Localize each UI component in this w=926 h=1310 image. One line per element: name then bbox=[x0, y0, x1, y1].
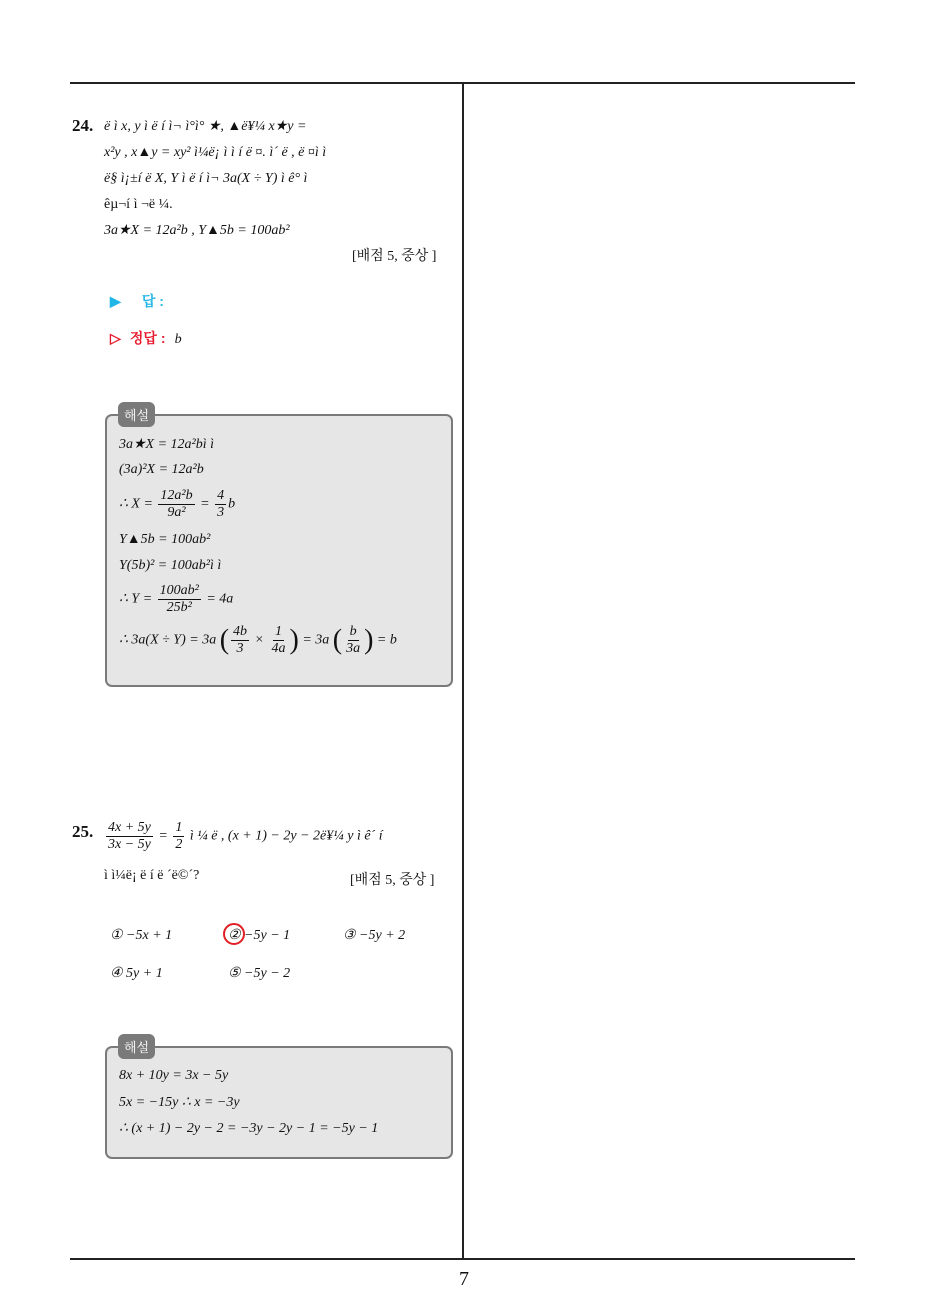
correct-answer-value: b bbox=[174, 332, 182, 347]
answer-label: 답 : bbox=[141, 293, 164, 309]
score-label: [배점 5, 중상 ] bbox=[352, 249, 437, 264]
choice-3[interactable]: ③ −5y + 2 bbox=[343, 928, 406, 943]
correct-answer-label: 정답 : bbox=[129, 330, 166, 346]
solution-box bbox=[105, 1046, 453, 1159]
choice-2[interactable]: ② −5y − 1 bbox=[228, 928, 291, 943]
question-number: 25. bbox=[72, 822, 94, 841]
solution-line: ∴ Y = $\frac{\text{100ab²}}{\text{25b²}}$ = 4a bbox=[119, 583, 234, 615]
choice-5[interactable]: ⑤ −5y − 2 bbox=[228, 966, 291, 981]
choice-1[interactable]: ① −5x + 1 bbox=[110, 928, 173, 943]
solution-tag: 해설 bbox=[118, 402, 155, 427]
solution-line: Y▲5b = 100ab² bbox=[119, 532, 211, 547]
solution-line: Y(5b)² = 100ab²ì ì bbox=[119, 558, 222, 573]
column-divider bbox=[462, 83, 464, 1258]
choice-4[interactable]: ④ 5y + 1 bbox=[110, 966, 163, 981]
play-outline-icon: ▷ bbox=[110, 330, 121, 346]
page-number: 7 bbox=[459, 1268, 469, 1290]
solution-line: (3a)²X = 12a²b bbox=[119, 462, 204, 477]
solution-line: 3a★X = 12a²bì ì bbox=[119, 437, 215, 452]
bottom-rule bbox=[70, 1258, 855, 1260]
selected-circle-icon bbox=[223, 923, 245, 945]
correct-answer-row bbox=[110, 328, 182, 348]
play-filled-icon: ▶ bbox=[110, 293, 121, 309]
question-line-2: ì ì¼ë¡ ë í ë ´ë©´? bbox=[104, 868, 200, 883]
solution-line: 5x = −15y ∴ x = −3y bbox=[119, 1095, 240, 1110]
question-line-2: x²y , x▲y = xy² ì¼ë¡ ì ì í ë ¤. ì´ ë , ë ¤ì ì bbox=[104, 145, 327, 160]
question-number: 24. bbox=[72, 116, 94, 135]
answer-row bbox=[110, 291, 164, 311]
solution-line: 8x + 10y = 3x − 5y bbox=[119, 1068, 229, 1083]
question-line-1: $\frac{4x + 5y}{3x - 5y}$ = $\frac{1}{2}$ ì ¼ ë , (x + 1) − 2y − 2ë¥¼ y ì ê´ í bbox=[108, 820, 383, 852]
question-line-4: êµ¬í ì ¬ë ¼. bbox=[104, 197, 173, 212]
solution-line: ∴ X = $\frac{\text{12a²b}}{\text{9a²}}$ = $\frac{4}{3}$ b bbox=[119, 488, 236, 520]
solution-line: ∴ (x + 1) − 2y − 2 = −3y − 2y − 1 = −5y − 1 bbox=[119, 1121, 379, 1136]
solution-line: ∴ 3a(X ÷ Y) = 3a ( $\frac{4b}{3}$ × $\frac{1}{4a}$ ) = 3a ( $\frac{b}{3a}$ ) = b bbox=[119, 624, 397, 656]
question-line-3: ë§ ì¡±í ë X, Y ì ë í ì¬ 3a(X ÷ Y) ì ê° ì bbox=[104, 171, 308, 186]
question-condition: 3a★X = 12a²b , Y▲5b = 100ab² bbox=[104, 223, 290, 238]
solution-tag: 해설 bbox=[118, 1034, 155, 1059]
solution-box bbox=[105, 414, 453, 687]
score-label: [배점 5, 중상 ] bbox=[350, 873, 435, 888]
question-line-1: ë ì x, y ì ë í ì¬ ì°ì° ★, ▲ë¥¼ x★y = bbox=[104, 119, 307, 134]
